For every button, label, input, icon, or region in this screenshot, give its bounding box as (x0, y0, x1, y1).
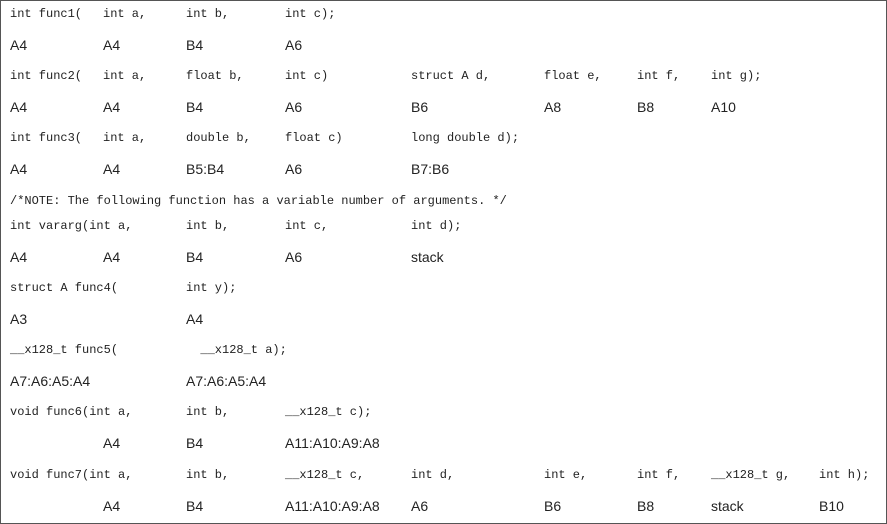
code-cell: float c) (285, 131, 343, 145)
register-cell: B8 (637, 99, 655, 115)
code-cell: void func6(int a, (10, 405, 133, 419)
code-cell: int func3( (10, 131, 83, 145)
register-cell: A3 (10, 311, 28, 327)
code-cell: __x128_t func5( (10, 343, 119, 357)
code-cell: struct A d, (411, 69, 491, 83)
register-cell: A4 (103, 99, 121, 115)
register-cell: A6 (285, 99, 303, 115)
register-cell: A4 (186, 311, 204, 327)
register-cell: B4 (186, 99, 204, 115)
code-cell: int a, (103, 131, 147, 145)
code-cell: int vararg(int a, (10, 219, 133, 233)
code-cell: int c, (285, 219, 329, 233)
code-cell: float e, (544, 69, 602, 83)
code-cell: double b, (186, 131, 251, 145)
register-cell: A4 (10, 37, 28, 53)
code-cell: int b, (186, 7, 230, 21)
comment-text: /*NOTE: The following function has a variable number of arguments. */ (10, 194, 507, 208)
register-cell: A4 (103, 37, 121, 53)
register-cell: A6 (411, 498, 429, 514)
register-cell: A7:A6:A5:A4 (10, 373, 91, 389)
code-cell: int f, (637, 69, 681, 83)
code-cell: int b, (186, 219, 230, 233)
code-cell: __x128_t c, (285, 468, 365, 482)
code-cell: int d); (411, 219, 462, 233)
register-cell: A4 (103, 435, 121, 451)
register-cell: A4 (103, 498, 121, 514)
register-cell: A6 (285, 161, 303, 177)
register-cell: B6 (411, 99, 429, 115)
code-cell: int y); (186, 281, 237, 295)
register-cell: A4 (103, 249, 121, 265)
code-cell: int func1( (10, 7, 83, 21)
register-cell: A10 (711, 99, 736, 115)
code-cell: __x128_t g, (711, 468, 791, 482)
register-cell: A4 (10, 99, 28, 115)
code-cell: void func7(int a, (10, 468, 133, 482)
code-cell: float b, (186, 69, 244, 83)
code-cell: int func2( (10, 69, 83, 83)
register-cell: B4 (186, 37, 204, 53)
register-cell: B8 (637, 498, 655, 514)
register-cell: B4 (186, 249, 204, 265)
register-cell: A4 (10, 161, 28, 177)
code-cell: int c) (285, 69, 329, 83)
code-cell: int b, (186, 468, 230, 482)
code-cell: __x128_t a); (186, 343, 287, 357)
register-cell: B4 (186, 498, 204, 514)
register-cell: B5:B4 (186, 161, 225, 177)
code-cell: int b, (186, 405, 230, 419)
code-cell: __x128_t c); (285, 405, 372, 419)
register-cell: A4 (103, 161, 121, 177)
code-cell: int h); (819, 468, 870, 482)
register-cell: A6 (285, 37, 303, 53)
register-cell: B4 (186, 435, 204, 451)
code-cell: int f, (637, 468, 681, 482)
register-cell: A7:A6:A5:A4 (186, 373, 267, 389)
register-cell: B6 (544, 498, 562, 514)
register-cell: B7:B6 (411, 161, 450, 177)
register-cell: stack (711, 498, 744, 514)
register-cell: B10 (819, 498, 844, 514)
register-cell: stack (411, 249, 444, 265)
code-cell: int d, (411, 468, 455, 482)
register-cell: A8 (544, 99, 562, 115)
register-cell: A6 (285, 249, 303, 265)
register-cell: A11:A10:A9:A8 (285, 498, 380, 514)
code-cell: int c); (285, 7, 336, 21)
code-cell: int g); (711, 69, 762, 83)
register-cell: A4 (10, 249, 28, 265)
code-cell: long double d); (411, 131, 520, 145)
code-cell: int e, (544, 468, 588, 482)
code-cell: int a, (103, 7, 147, 21)
register-cell: A11:A10:A9:A8 (285, 435, 380, 451)
code-cell: struct A func4( (10, 281, 119, 295)
code-cell: int a, (103, 69, 147, 83)
